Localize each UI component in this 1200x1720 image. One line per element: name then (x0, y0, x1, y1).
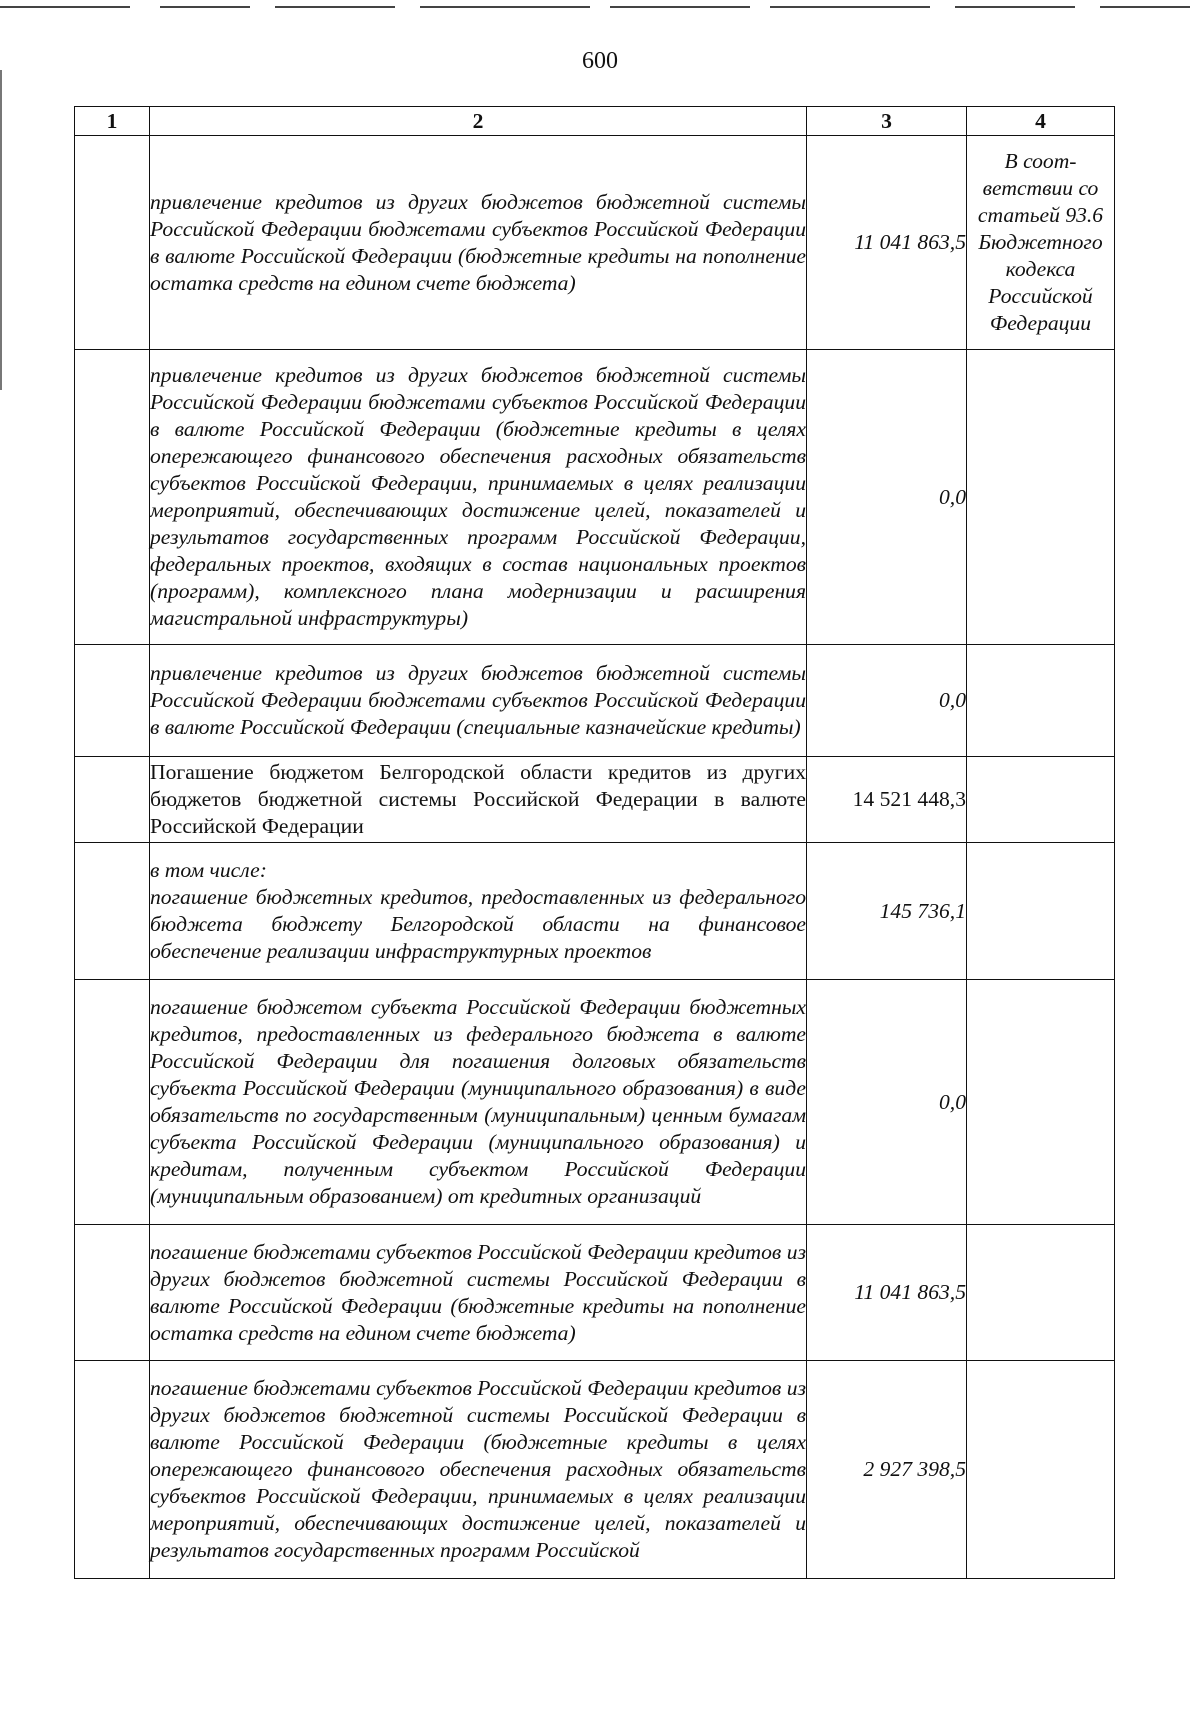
row-code (75, 843, 150, 980)
row-description: привлечение кредитов из других бюджетов бюджетной системы Российской Федерации бюджетами субъектов Российской Федерации в валюте Российской Федерации (специальные казначейские кредиты) (150, 645, 807, 757)
row-description: погашение бюджетами субъектов Российской Федерации кредитов из других бюджетов бюджетной системы Российской Федерации в валюте Российской Федерации (бюджетные кредиты в целях опережающего финансового обеспечения расходных обязательств субъектов Российской Федерации, принимаемых в целях реализации мероприятий, обеспечивающих достижение целей, показателей и результатов государственных программ Российской (150, 1361, 807, 1579)
row-note (967, 980, 1115, 1225)
header-col-4: 4 (967, 107, 1115, 136)
row-code (75, 1361, 150, 1579)
row-note (967, 350, 1115, 645)
row-amount: 0,0 (807, 350, 967, 645)
page-number: 600 (582, 48, 618, 74)
row-code (75, 350, 150, 645)
scan-edge-line (0, 6, 1200, 10)
header-col-3: 3 (807, 107, 967, 136)
row-code (75, 1225, 150, 1361)
row-description: привлечение кредитов из других бюджетов бюджетной системы Российской Федерации бюджетами субъектов Российской Федерации в валюте Российской Федерации (бюджетные кредиты в целях опережающего финансового обеспечения расходных обязательств субъектов Российской Федерации, принимаемых в целях реализации мероприятий, обеспечивающих достижение целей, показателей и результатов государственных программ Российской Федерации, федеральных проектов, входящих в состав национальных проектов (программ), комплексного плана модернизации и расширения магистральной инфраструктуры) (150, 350, 807, 645)
row-note (967, 1225, 1115, 1361)
row-description: погашение бюджетами субъектов Российской Федерации кредитов из других бюджетов бюджетной системы Российской Федерации в валюте Российской Федерации (бюджетные кредиты на пополнение остатка средств на едином счете бюджета) (150, 1225, 807, 1361)
row-note (967, 757, 1115, 843)
row-description-prefix: в том числе: (150, 858, 267, 882)
row-description: привлечение кредитов из других бюджетов бюджетной системы Российской Федерации бюджетами субъектов Российской Федерации в валюте Российской Федерации (бюджетные кредиты на пополнение остатка средств на едином счете бюджета) (150, 136, 807, 350)
table-row (75, 1361, 1115, 1579)
row-note (967, 645, 1115, 757)
row-amount: 0,0 (807, 980, 967, 1225)
table-row (75, 757, 1115, 843)
row-amount: 11 041 863,5 (807, 1225, 967, 1361)
row-description: погашение бюджетом субъекта Российской Федерации бюджетных кредитов, предоставленных из федерального бюджета в валюте Российской Федерации для погашения долговых обязательств субъекта Российской Федерации (муниципального образования) в виде обязательств по государственным (муниципальным) ценным бумагам субъекта Российской Федерации (муниципального образования) и кредитам, полученным субъектом Российской Федерации (муниципальным образованием) от кредитных организаций (150, 980, 807, 1225)
row-description: Погашение бюджетом Белгородской области кредитов из других бюджетов бюджетной системы Российской Федерации в валюте Российской Федерации (150, 757, 807, 843)
row-description: погашение бюджетных кредитов, предоставленных из федерального бюджета бюджету Белгородской области на финансовое обеспечение реализации инфраструктурных проектов (150, 885, 806, 963)
row-code (75, 757, 150, 843)
table-header-row (75, 107, 1115, 136)
row-description-cell (150, 843, 807, 980)
header-col-2: 2 (150, 107, 807, 136)
table-row (75, 1225, 1115, 1361)
table-row (75, 136, 1115, 350)
row-amount: 2 927 398,5 (807, 1361, 967, 1579)
row-note (967, 843, 1115, 980)
row-note (967, 1361, 1115, 1579)
row-amount: 0,0 (807, 645, 967, 757)
table-row (75, 350, 1115, 645)
row-code (75, 645, 150, 757)
row-amount: 11 041 863,5 (807, 136, 967, 350)
scan-margin-mark (0, 70, 2, 390)
row-amount: 145 736,1 (807, 843, 967, 980)
header-col-1: 1 (75, 107, 150, 136)
table-row (75, 980, 1115, 1225)
table-row (75, 843, 1115, 980)
row-code (75, 136, 150, 350)
row-note: В соот-ветствии со статьей 93.6 Бюджетного кодекса Российской Федерации (967, 136, 1115, 350)
budget-table (74, 106, 1115, 1579)
table-row (75, 645, 1115, 757)
row-amount: 14 521 448,3 (807, 757, 967, 843)
row-code (75, 980, 150, 1225)
